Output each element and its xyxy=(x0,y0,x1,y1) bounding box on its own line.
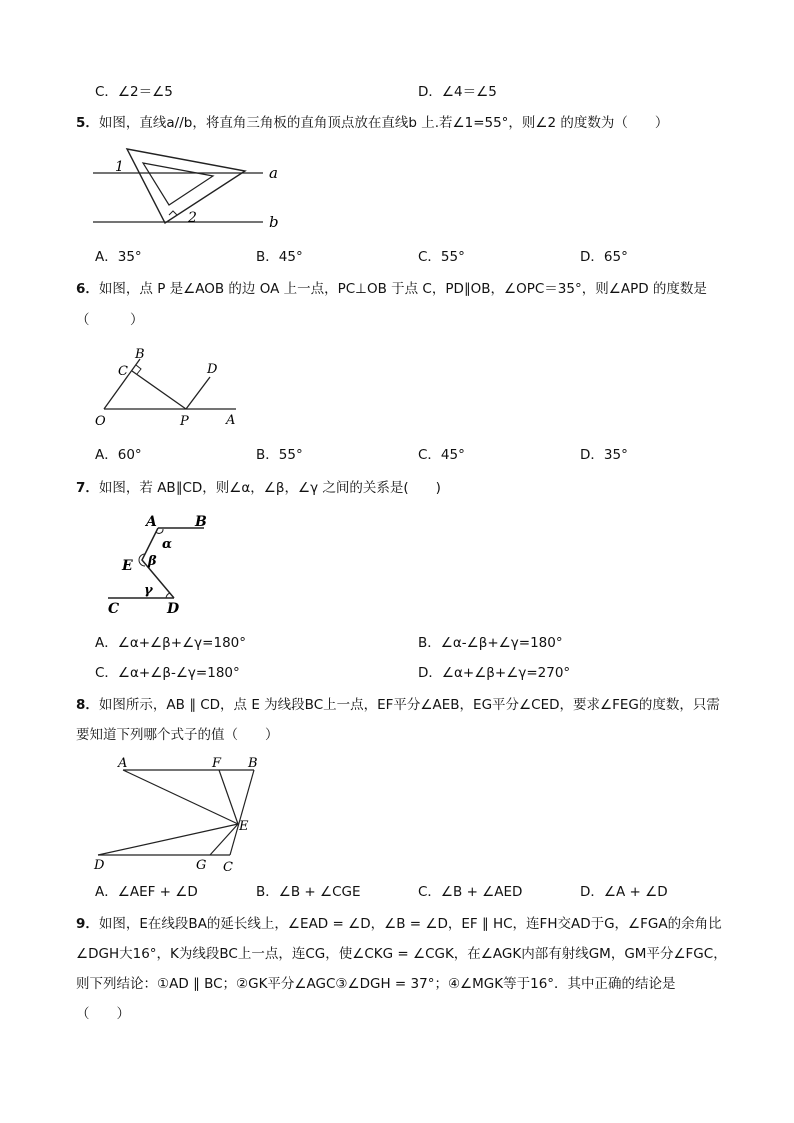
q6-option-c: C．45° xyxy=(418,447,465,463)
label-D: D xyxy=(167,601,180,617)
label-P: P xyxy=(180,414,189,429)
label-F: F xyxy=(212,756,222,771)
question-text: 如图所示，AB ∥ CD，点 E 为线段BC上一点，EF平分∠AEB，EG平分∠CED，要求∠FEG的度数，只需 xyxy=(98,697,720,713)
q7-option-a: A．∠α+∠β+∠γ=180° xyxy=(95,635,246,651)
q4-option-c: C．∠2＝∠5 xyxy=(95,84,173,100)
question-text: 如图，若 AB∥CD，则∠α，∠β，∠γ 之间的关系是( ) xyxy=(98,480,441,496)
question-number: 5． xyxy=(76,115,99,131)
q8-option-d: D．∠A + ∠D xyxy=(580,884,668,900)
q5-option-c: C．55° xyxy=(418,249,465,265)
question-6 xyxy=(76,280,707,298)
question-8 xyxy=(76,696,720,714)
question-9 xyxy=(76,915,722,933)
q7-option-d: D．∠α+∠β+∠γ=270° xyxy=(418,665,571,681)
q6-option-d: D．35° xyxy=(580,447,628,463)
label-beta: β xyxy=(148,554,157,569)
q6-option-a: A．60° xyxy=(95,447,142,463)
question-6-cont: （ ） xyxy=(76,312,144,328)
label-2: 2 xyxy=(188,210,197,226)
label-D: D xyxy=(207,362,218,377)
question-8-cont: 要知道下列哪个式子的值（ ） xyxy=(76,727,279,743)
q5-option-b: B．45° xyxy=(256,249,303,265)
q8-option-b: B．∠B + ∠CGE xyxy=(256,884,361,900)
question-9-line2: ∠DGH大16°，K为线段BC上一点，连CG，使∠CKG = ∠CGK，在∠AGK内部有射线GM，GM平分∠FGC， xyxy=(76,946,727,962)
question-number: 9． xyxy=(76,916,99,932)
label-O: O xyxy=(95,414,106,429)
label-B: B xyxy=(135,347,145,362)
q5-figure xyxy=(85,145,300,235)
label-alpha: α xyxy=(162,537,173,552)
label-B: B xyxy=(195,514,207,530)
label-A: A xyxy=(146,514,157,530)
question-7 xyxy=(76,479,441,497)
label-b: b xyxy=(269,213,279,231)
question-9-line3: 则下列结论：①AD ∥ BC；②GK平分∠AGC③∠DGH = 37°；④∠MGK等于16°．其中正确的结论是 xyxy=(76,976,676,992)
q5-option-d: D．65° xyxy=(580,249,628,265)
question-text: 如图，点 P 是∠AOB 的边 OA 上一点，PC⊥OB 于点 C，PD∥OB，∠OPC＝35°，则∠APD 的度数是 xyxy=(98,281,707,297)
q6-figure xyxy=(90,343,245,433)
question-text-line1: 如图，E在线段BA的延长线上，∠EAD = ∠D，∠B = ∠D，EF ∥ HC，连FH交AD于G，∠FGA的余角比 xyxy=(98,916,722,932)
label-E: E xyxy=(122,558,133,574)
question-number: 7． xyxy=(76,480,99,496)
label-E: E xyxy=(239,819,249,834)
question-5 xyxy=(76,114,668,132)
q7-option-b: B．∠α-∠β+∠γ=180° xyxy=(418,635,563,651)
label-C: C xyxy=(118,364,128,379)
label-A: A xyxy=(226,413,236,428)
label-gamma: γ xyxy=(144,583,153,598)
label-a: a xyxy=(269,164,278,182)
label-C: C xyxy=(108,601,120,617)
label-A: A xyxy=(118,756,128,771)
q8-figure xyxy=(90,752,270,877)
label-B: B xyxy=(248,756,258,771)
label-1: 1 xyxy=(115,159,124,175)
question-number: 6． xyxy=(76,281,99,297)
question-9-line4: （ ） xyxy=(76,1006,130,1022)
q6-option-b: B．55° xyxy=(256,447,303,463)
question-number: 8． xyxy=(76,697,99,713)
q4-option-d: D．∠4＝∠5 xyxy=(418,84,497,100)
label-D: D xyxy=(94,858,105,873)
question-text: 如图，直线a//b，将直角三角板的直角顶点放在直线b 上.若∠1=55°，则∠2 的度数为（ ） xyxy=(98,115,669,131)
q8-option-a: A．∠AEF + ∠D xyxy=(95,884,198,900)
q7-figure xyxy=(100,508,220,620)
label-G: G xyxy=(196,858,207,873)
q8-option-c: C．∠B + ∠AED xyxy=(418,884,523,900)
q7-option-c: C．∠α+∠β-∠γ=180° xyxy=(95,665,240,681)
q5-option-a: A．35° xyxy=(95,249,142,265)
label-C: C xyxy=(223,860,233,875)
